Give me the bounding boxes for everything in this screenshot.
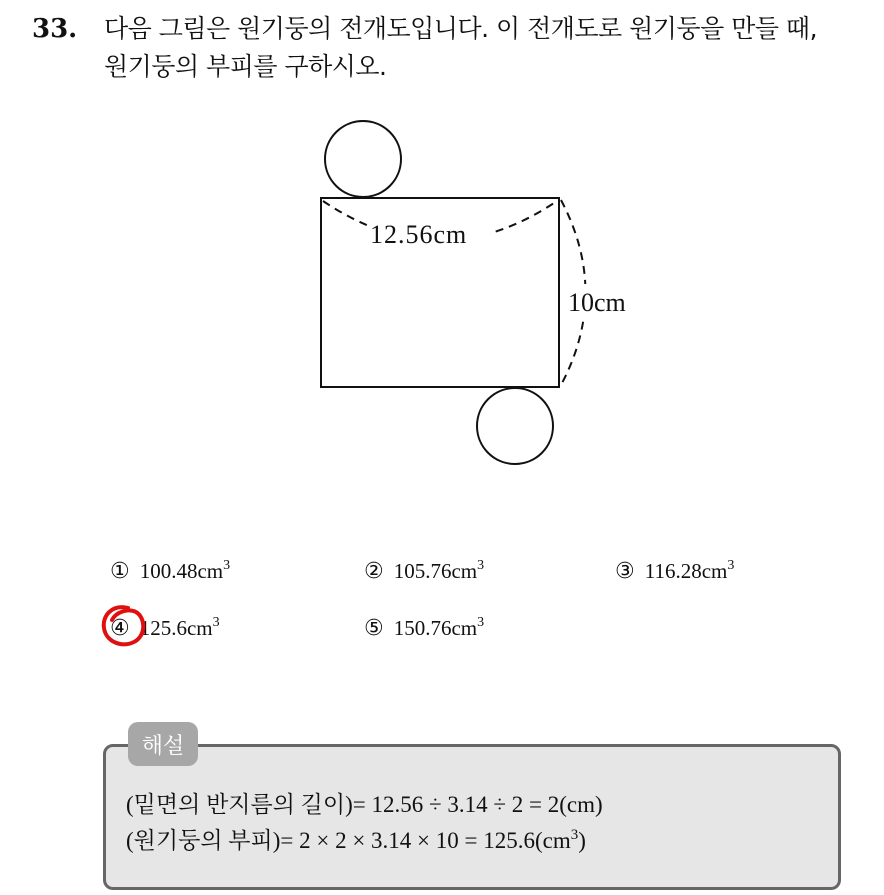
question-text-line1: 다음 그림은 원기둥의 전개도입니다. 이 전개도로 원기둥을 만들 때, — [104, 14, 818, 43]
height-label: 10cm — [568, 288, 626, 317]
question-number: 33. — [32, 14, 78, 44]
explanation-line-2: (원기둥의 부피)= $2 \times 2 \times 3.14 \times 10 = 125.6(cm^3)$ — [126, 827, 586, 853]
explanation-line-1: (밑면의 반지름의 길이)= 12.56 ÷ 3.14 ÷ 2 = 2(cm) — [126, 792, 603, 817]
top-base-circle — [325, 121, 401, 197]
question-text-line2: 원기둥의 부피를 구하시오. — [104, 52, 387, 81]
width-label: 12.56cm — [370, 220, 468, 249]
choice-2[interactable]: ② $105.76cm^3$ — [364, 558, 485, 584]
choice-1[interactable]: ① $100.48cm^3$ — [110, 558, 231, 584]
choice-3[interactable]: ③ $116.28cm^3$ — [615, 558, 735, 584]
choice-4[interactable]: ④ $125.6cm^3$ — [110, 615, 220, 641]
explanation-tab: 해설 — [128, 722, 198, 766]
bottom-base-circle — [477, 388, 553, 464]
answer-circle-mark — [98, 600, 154, 652]
choice-5[interactable]: ⑤ $150.76cm^3$ — [364, 615, 485, 641]
